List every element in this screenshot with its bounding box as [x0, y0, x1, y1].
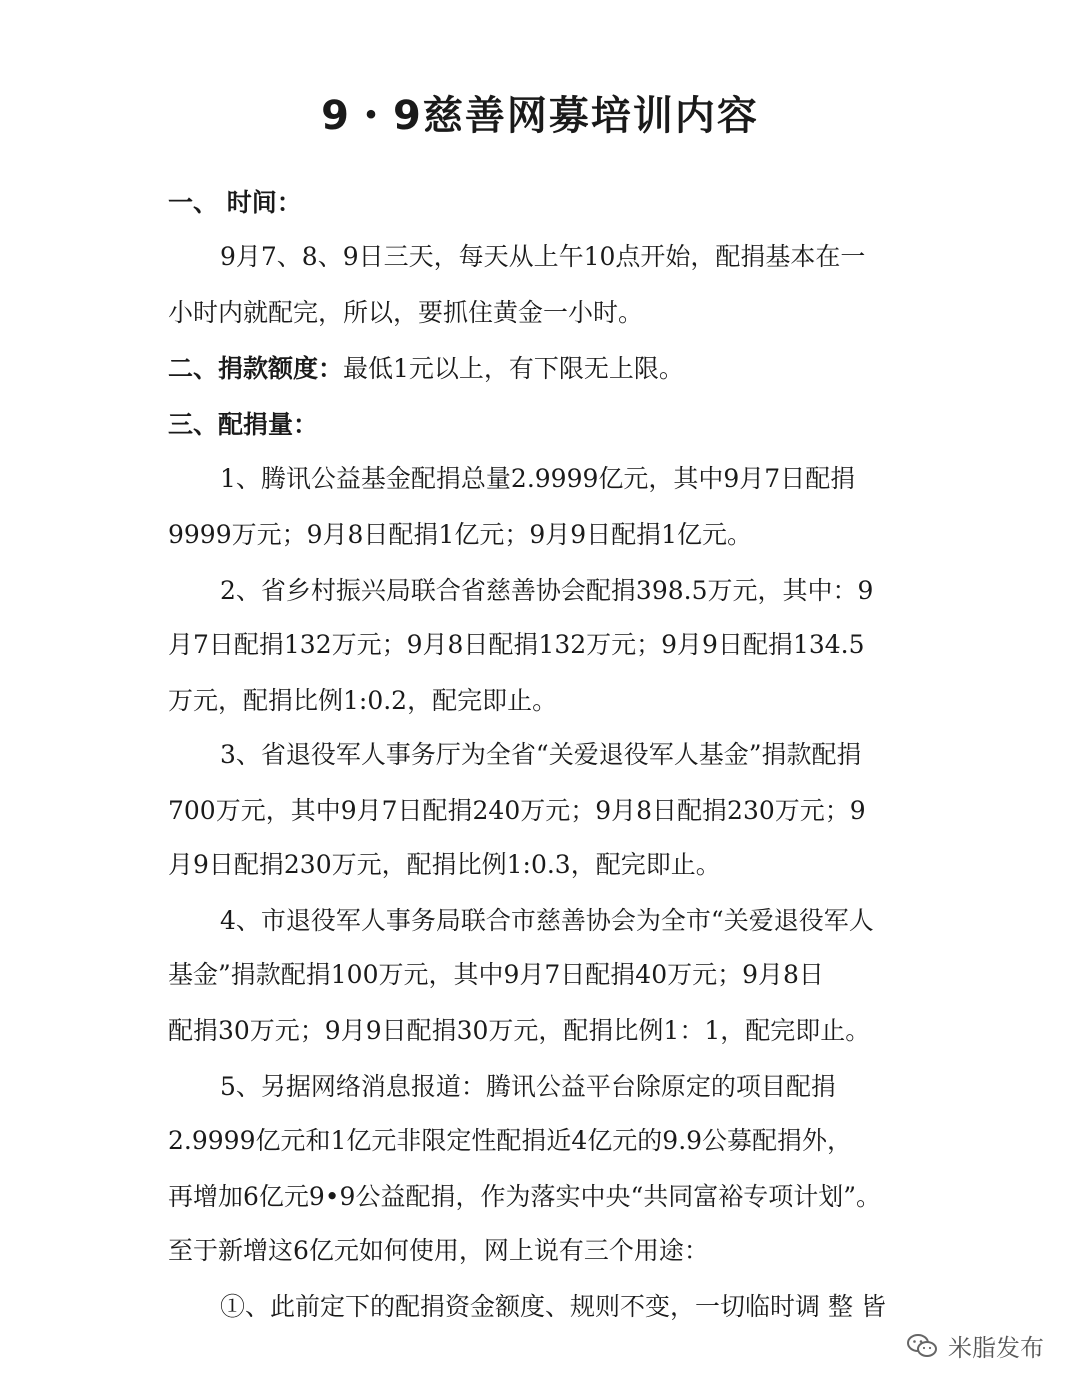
- item-line: 9999万元；9月8日配捐1亿元；9月9日配捐1亿元。: [168, 520, 753, 549]
- watermark: [906, 1328, 1044, 1363]
- wechat-icon: [906, 1332, 938, 1360]
- watermark-text: 米脂发布: [948, 1334, 1044, 1362]
- section-amount-heading: 二、捐款额度：: [168, 354, 344, 383]
- item-line: 4、市退役军人事务局联合市慈善协会为全市“关爱退役军人: [220, 906, 874, 935]
- item-line: 配捐30万元；9月9日配捐30万元，配捐比例1：1，配完即止。: [168, 1016, 871, 1045]
- item-line: 700万元，其中9月7日配捐240万元；9月8日配捐230万元；9: [168, 796, 866, 825]
- item-line: 基金”捐款配捐100万元，其中9月7日配捐40万元；9月8日: [168, 960, 824, 989]
- item-line: 月7日配捐132万元；9月8日配捐132万元；9月9日配捐134.5: [168, 630, 865, 659]
- item-line: 5、另据网络消息报道：腾讯公益平台除原定的项目配捐: [220, 1072, 836, 1101]
- time-body-line: 9月7、8、9日三天，每天从上午10点开始，配捐基本在一: [220, 242, 866, 271]
- section-time-heading: 一、 时间：: [168, 188, 302, 217]
- section-match-heading: 三、配捐量：: [168, 410, 319, 439]
- item-line: 至于新增这6亿元如何使用，网上说有三个用途：: [168, 1236, 709, 1265]
- time-body-line: 小时内就配完，所以，要抓住黄金一小时。: [168, 298, 644, 327]
- item-line: 2.9999亿元和1亿元非限定性配捐近4亿元的9.9公募配捐外，: [168, 1126, 853, 1155]
- item-line: 3、省退役军人事务厅为全省“关爱退役军人基金”捐款配捐: [220, 740, 862, 769]
- item-line: 再增加6亿元9•9公益配捐，作为落实中央“共同富裕专项计划”。: [168, 1182, 882, 1211]
- section-amount: [168, 352, 684, 386]
- item-line: 月9日配捐230万元，配捐比例1:0.3，配完即止。: [168, 850, 721, 879]
- page-title: 9・9慈善网募培训内容: [321, 93, 759, 139]
- item-line: 2、省乡村振兴局联合省慈善协会配捐398.5万元，其中：9: [220, 576, 874, 605]
- section-amount-body: 最低1元以上，有下限无上限。: [343, 354, 684, 383]
- item-line: 1、腾讯公益基金配捐总量2.9999亿元，其中9月7日配捐: [220, 464, 856, 493]
- item-line: 万元，配捐比例1:0.2，配完即止。: [168, 686, 558, 715]
- sub-item-line: ①、此前定下的配捐资金额度、规则不变，一切临时调 整 皆: [220, 1292, 886, 1321]
